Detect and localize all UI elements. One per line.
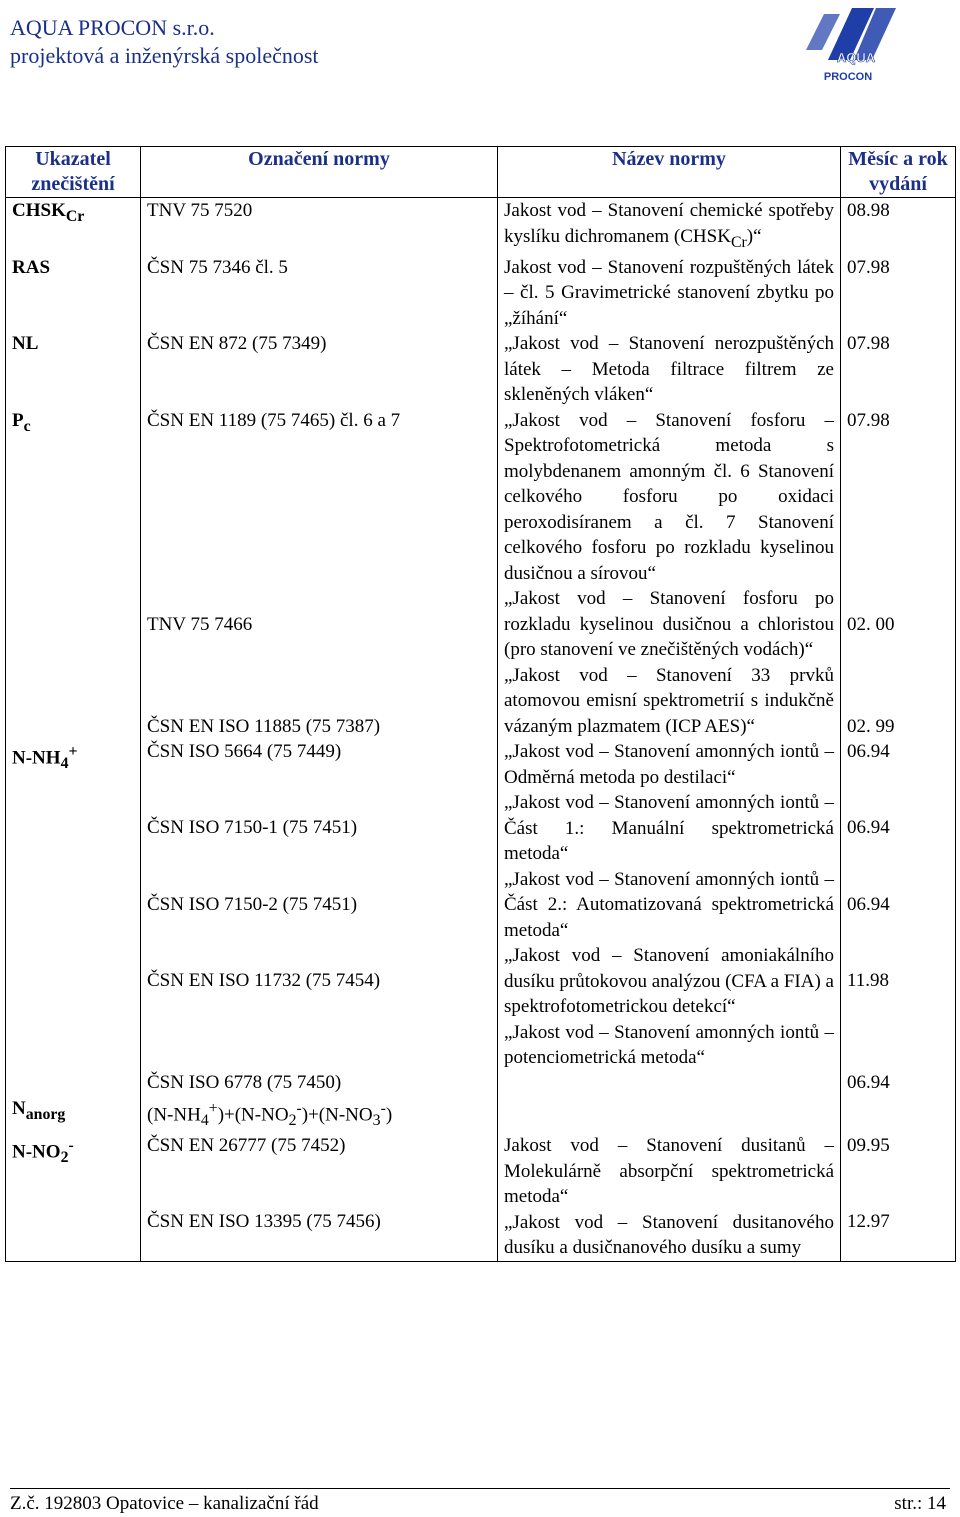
entry-date: 06.94 (847, 894, 890, 916)
entry-name: Jakost vod – Stanovení dusitanů – Molekulárně absorpční spektrometrická metoda“ (504, 1135, 834, 1208)
row-name (498, 739, 841, 1096)
table-header-row (6, 147, 956, 198)
aqua-procon-logo (796, 4, 900, 86)
entry-date: 07.98 (847, 409, 890, 431)
entry-code: TNV 75 7466 (147, 613, 253, 635)
page-header (10, 14, 319, 70)
header-date: Měsíc a rok vydání (841, 147, 956, 198)
row-code: ČSN EN 872 (75 7349) (141, 331, 498, 408)
entry-name: „Jakost vod – Stanovení amoniakálního dusíku průtokovou analýzou (CFA a FIA) a spektrofotometrickou detekcí“ (504, 945, 834, 1018)
entry-date: 06.94 (847, 1072, 890, 1094)
row-date (841, 408, 956, 740)
entry-name: „Jakost vod – Stanovení amonných iontů – potenciometrická metoda“ (504, 1021, 834, 1069)
row-code (141, 408, 498, 740)
entry-code: ČSN EN ISO 13395 (75 7456) (147, 1211, 381, 1233)
row-date: 07.98 (841, 331, 956, 408)
company-subtitle: projektová a inženýrská společnost (10, 43, 319, 68)
footer-page-number: str.: 14 (894, 1493, 946, 1514)
row-name: Jakost vod – Stanovení rozpuštěných látek – čl. 5 Gravimetrické stanovení zbytku po „žíhání“ (498, 255, 841, 332)
row-date: 08.98 (841, 198, 956, 255)
entry-date: 06.94 (847, 741, 890, 763)
company-name: AQUA PROCON s.r.o. (10, 15, 215, 40)
entry-date: 09.95 (847, 1135, 890, 1157)
row-code: TNV 75 7520 (141, 198, 498, 255)
entry-code: ČSN EN 26777 (75 7452) (147, 1135, 346, 1157)
entry-name: „Jakost vod – Stanovení fosforu po rozkladu kyselinou dusičnou a chloristou (pro stanovení ve znečištěných vodách)“ (504, 588, 834, 661)
logo-text-aqua: AQUA (836, 50, 876, 65)
row-indicator: $N-NH_4^+$ (6, 739, 141, 1096)
entry-name: „Jakost vod – Stanovení amonných iontů – Část 1.: Manuální spektrometrická metoda“ (504, 792, 834, 865)
row-date (841, 739, 956, 1096)
table-row (6, 1096, 956, 1134)
header-indicator: Ukazatel znečištění (6, 147, 141, 198)
entry-name: „Jakost vod – Stanovení fosforu – Spektrofotometrická metoda s molybdenanem amonným čl. 6 Stanovení celkového fosforu po oxidaci peroxodisíranem a čl. 7 Stanovení celkového fosforu po rozkladu kyselinou dusičnou a sírovou“ (504, 409, 834, 584)
row-name (498, 1096, 841, 1134)
row-code (141, 739, 498, 1096)
row-indicator: RAS (6, 255, 141, 332)
row-date (841, 1096, 956, 1134)
row-code: $(N-NH_4^+)+(N-NO_2^-)+(N-NO_3^-)$ (141, 1096, 498, 1134)
entry-date: 02. 00 (847, 613, 895, 635)
row-code (141, 1133, 498, 1261)
norms-table (5, 146, 956, 1262)
header-name: Název normy (498, 147, 841, 198)
row-date: 07.98 (841, 255, 956, 332)
row-name (498, 408, 841, 740)
row-code: ČSN 75 7346 čl. 5 (141, 255, 498, 332)
entry-code: ČSN EN 1189 (75 7465) čl. 6 a 7 (147, 409, 401, 431)
entry-date: 11.98 (847, 970, 890, 992)
entry-code: ČSN ISO 5664 (75 7449) (147, 741, 342, 763)
entry-code: ČSN EN ISO 11732 (75 7454) (147, 970, 381, 992)
entry-date: 02. 99 (847, 715, 895, 737)
entry-code: ČSN ISO 7150-2 (75 7451) (147, 894, 358, 916)
table-row (6, 408, 956, 740)
entry-code: ČSN EN ISO 11885 (75 7387) (147, 715, 381, 737)
row-date (841, 1133, 956, 1261)
row-name: „Jakost vod – Stanovení nerozpuštěných látek – Metoda filtrace filtrem ze skleněných vláken“ (498, 331, 841, 408)
entry-name: „Jakost vod – Stanovení amonných iontů – Část 2.: Automatizovaná spektrometrická metoda“ (504, 868, 834, 941)
footer-document-id: Z.č. 192803 Opatovice – kanalizační řád (10, 1493, 319, 1514)
entry-date: 12.97 (847, 1211, 890, 1233)
page-footer (10, 1488, 950, 1517)
entry-name: „Jakost vod – Stanovení amonných iontů – Odměrná metoda po destilaci“ (504, 741, 834, 788)
header-code: Označení normy (141, 147, 498, 198)
table-row (6, 255, 956, 332)
row-name (498, 1133, 841, 1261)
row-name: Jakost vod – Stanovení chemické spotřeby kyslíku dichromanem $(CHSK_{Cr})“$ (498, 198, 841, 255)
entry-code: ČSN ISO 7150-1 (75 7451) (147, 817, 358, 839)
table-row (6, 1133, 956, 1261)
entry-name: „Jakost vod – Stanovení 33 prvků atomovou emisní spektrometrií s indukčně vázaným plazmatem (ICP AES)“ (504, 664, 834, 737)
row-indicator: NL (6, 331, 141, 408)
row-indicator: $N_{anorg}$ (6, 1096, 141, 1134)
entry-date: 06.94 (847, 817, 890, 839)
table-row (6, 331, 956, 408)
row-indicator: $CHSK_{Cr}$ (6, 198, 141, 255)
row-indicator: $P_c$ (6, 408, 141, 740)
logo-text-procon: PROCON (823, 71, 873, 83)
table-row (6, 739, 956, 1096)
table-row (6, 198, 956, 255)
row-indicator: $N-NO_2^-$ (6, 1133, 141, 1261)
entry-code: ČSN ISO 6778 (75 7450) (147, 1072, 342, 1094)
entry-name: „Jakost vod – Stanovení dusitanového dusíku a dusičnanového dusíku a sumy (504, 1211, 834, 1259)
